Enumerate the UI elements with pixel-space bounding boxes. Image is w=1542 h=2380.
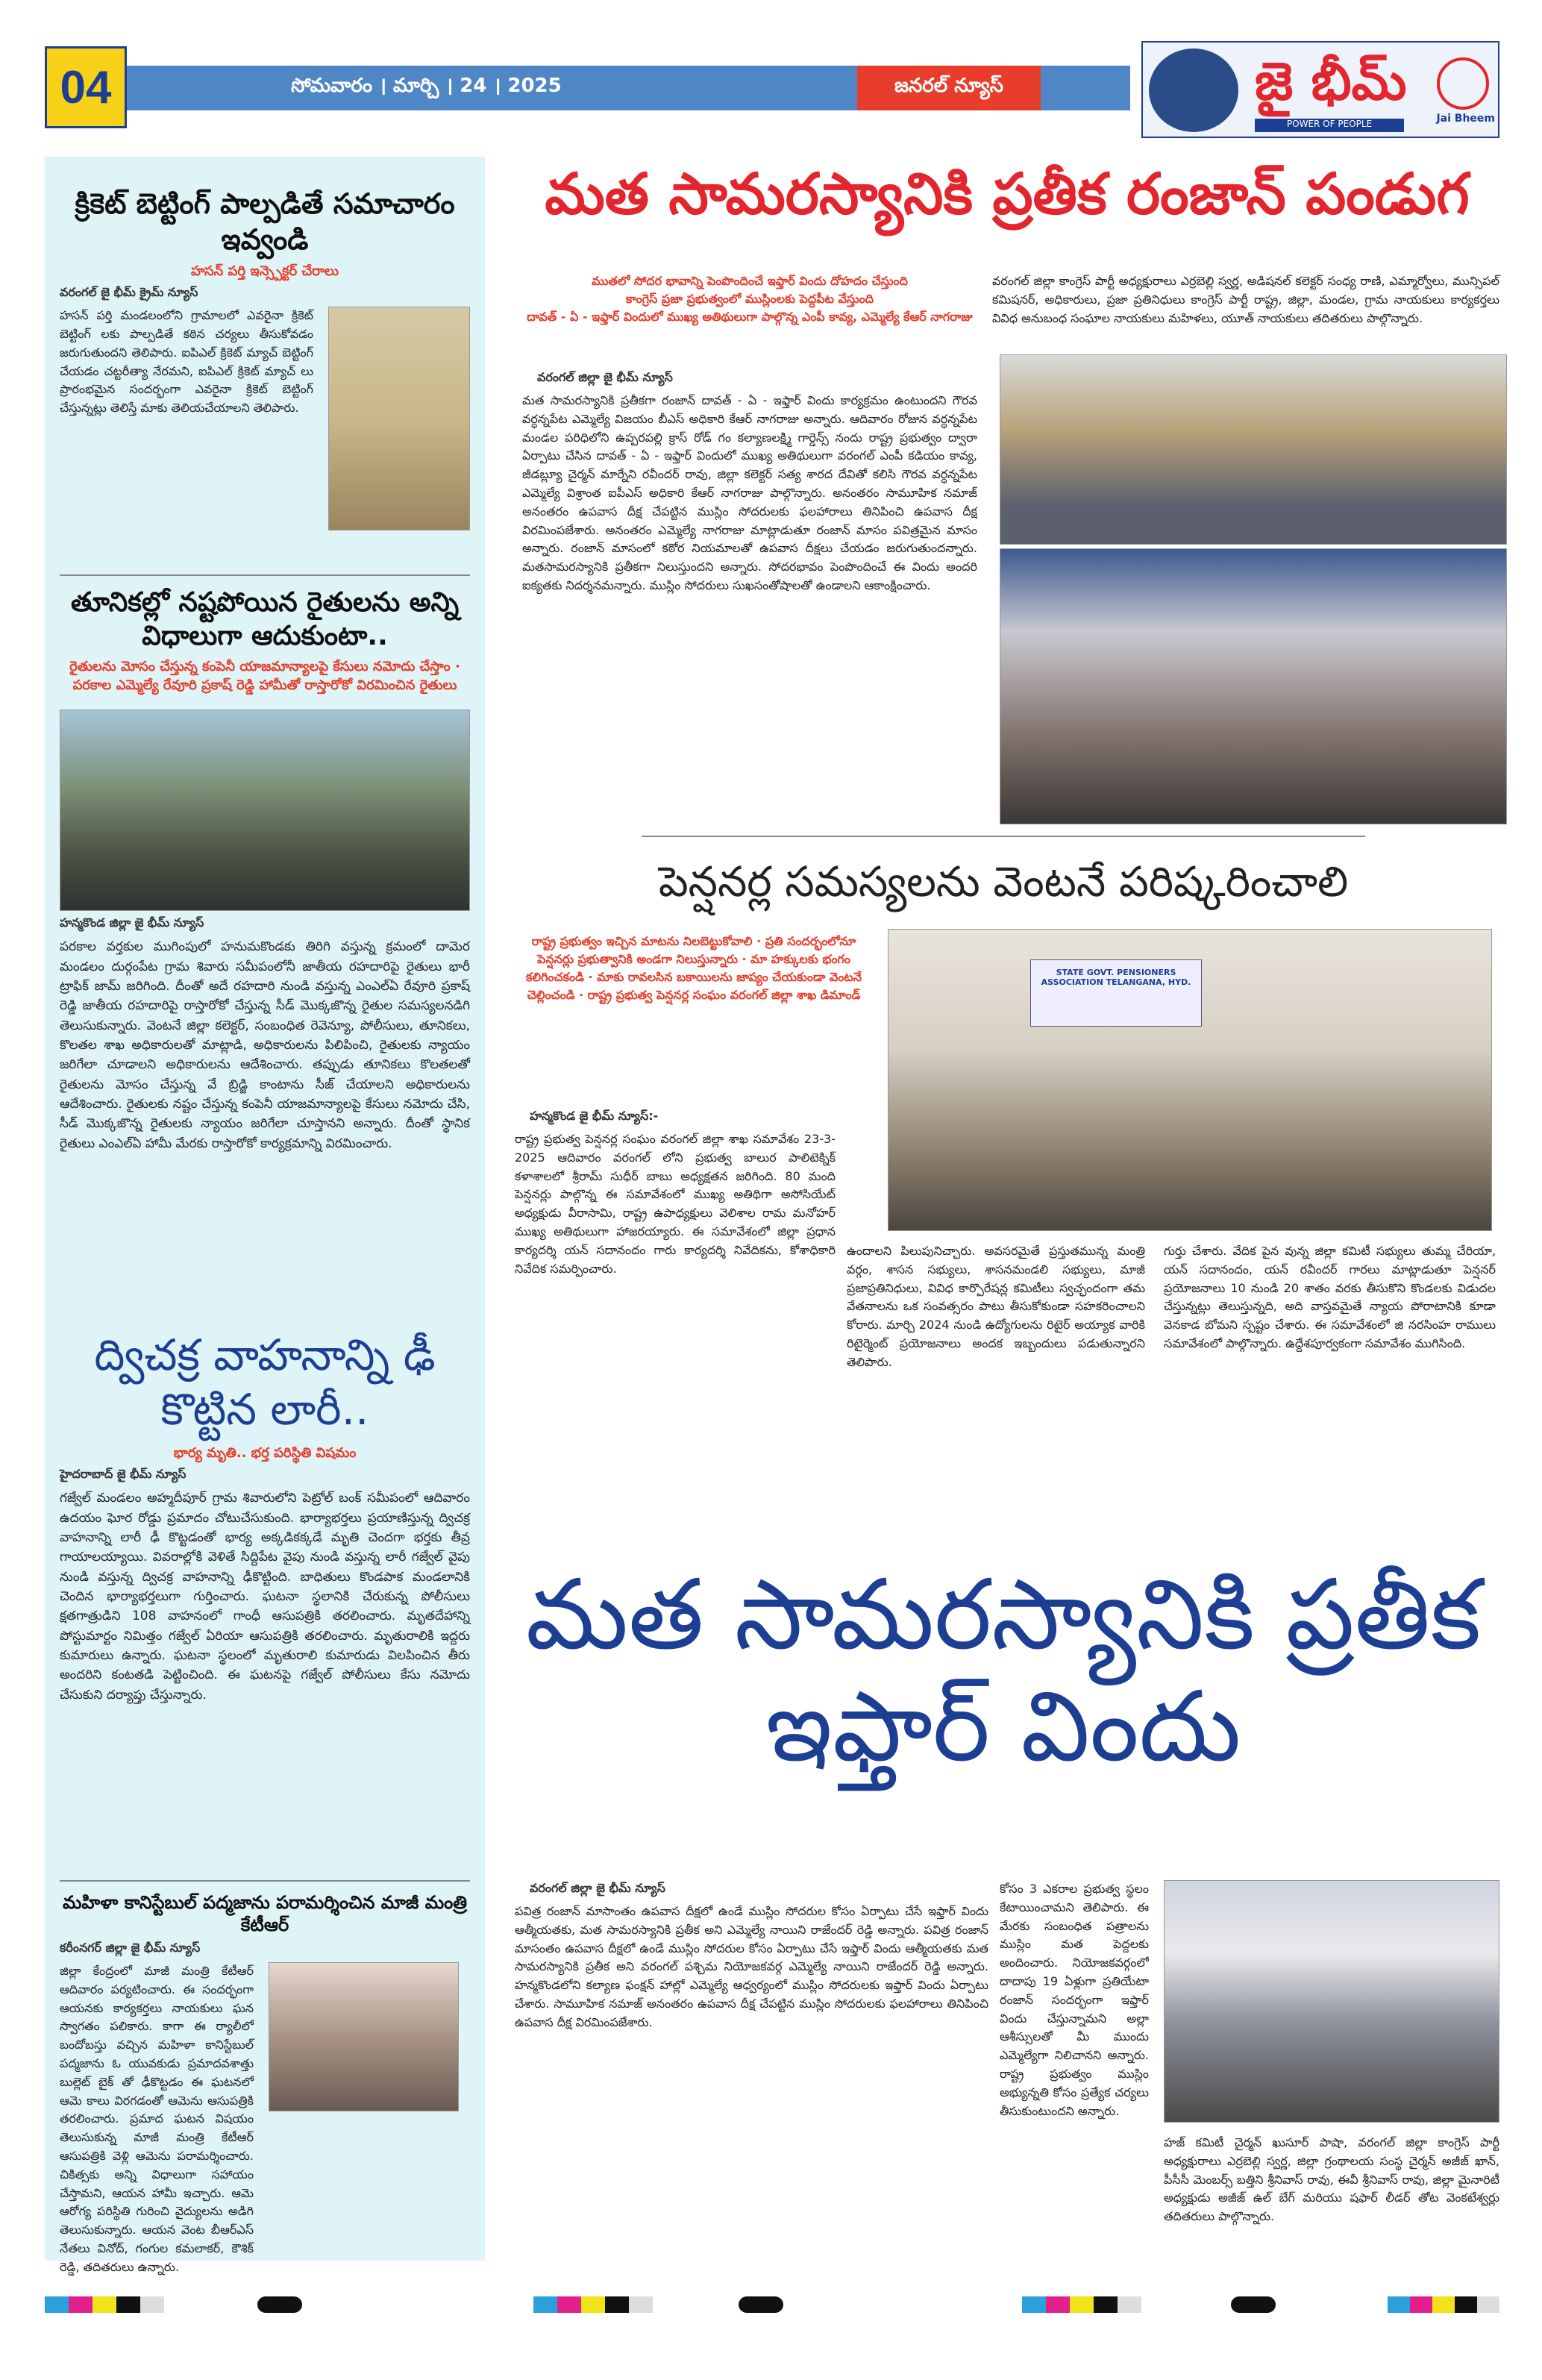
article-title: ద్విచక్ర వాహనాన్ని ఢీ కొట్టిన లారీ.. <box>94 1330 436 1435</box>
article-byline: వరంగల్ జై భీమ్ క్రైమ్ న్యూస్ <box>60 285 198 300</box>
article-title: తూనికల్లో నష్టపోయిన రైతులను అన్ని విధాలుగా ఆదుకుంటా.. <box>70 587 460 651</box>
article-subtitle: భార్య మృతి.. భర్త పరిస్థితి విషమం <box>173 1445 357 1461</box>
ramzan-photo-1 <box>1000 354 1507 545</box>
page-number: 04 <box>45 46 127 128</box>
ramzan-headline: మత సామరస్యానికి ప్రతీక రంజాన్ పండుగ <box>545 160 1470 227</box>
article-body: గజ్వేల్ మండలం అహ్మదీపూర్ గ్రామ శివారులోని పెట్రోల్ బంక్ సమీపంలో ఆదివారం ఉదయం ఘోర రోడ్డు ప్రమాదం చోటుచేసుకుంది. భార్యాభర్తలు ప్రయాణిస్తున్న ద్విచక్ర వాహనాన్ని లారీ ఢీ కొట్టడంతో భార్య అక్కడికక్కడే మృతి చెందగా భర్తకు తీవ్ర గాయాలయ్యాయి. వివరాల్లోకి వెళితే సిద్దిపేట వైపు నుండి వస్తున్న లారీ గజ్వేల్ వైపు నుండి వస్తున్న ద్విచక్ర వాహనాన్ని ఢీకొట్టింది. బాధితులు కొండపాక మండలానికి చెందిన భార్యాభర్తలుగా గుర్తించారు. ఘటనా స్థలానికి చేరుకున్న పోలీసులు క్షతగాత్రుడిని 108 వాహనంలో గాంధీ ఆసుపత్రికి తరలించారు. మృతదేహాన్ని పోస్టుమార్టం నిమిత్తం గజ్వేల్ ఏరియా ఆసుపత్రికి తరలించారు. మృతురాలికి ఇద్దరు కుమారులు ఉన్నారు. ఘటనా స్థలంలో మృతురాలి కుమారుడు విలపించిన తీరు అందరిని కంటతడి పెట్టించింది. ఈ ఘటనపై గజ్వేల్ పోలీసులు కేసు నమోదు చేసుకుని దర్యాప్తు చేస్తున్నారు. <box>60 1491 470 1703</box>
iftar-body-3: హజ్ కమిటీ చైర్మన్ ఖుసూర్ పాషా, వరంగల్ జిల్లా కాంగ్రెస్ పార్టీ అధ్యక్షురాలు ఎర్రబెల్లి స్వర్ణ, జిల్లా గ్రంథాలయ సంస్థ చైర్మన్ అజీజ్ ఖాన్, పీసీసీ మెంబర్స్ బత్తిని శ్రీనివాస్ రావు, ఈవీ శ్రీనివాస్ రావు, జిల్లా మైనారిటీ అధ్యక్షుడు అజీజ్ ఉల్ బేగ్ మరియు షఫార్ లీడర్ తోట వెంకటేశ్వర్లు తదితరులు పాల్గొన్నారు. <box>1164 2135 1499 2224</box>
ramzan-body: మత సామరస్యానికి ప్రతీకగా రంజాన్ దావత్ - ఏ - ఇఫ్తార్ విందు కార్యక్రమం ఉంటుందని గౌరవ వర్ధన్నపేట ఎమ్మెల్యే విజయం బీఎస్ అధికారి కేఆర్ నాగరాజు అన్నారు. ఆదివారం రోజున వర్ధన్నపేట మండల పరిధిలోని ఉప్పరపల్లి క్రాస్ రోడ్ గం కల్యాణలక్ష్మి గార్డెన్స్ నందు రాష్ట్ర ప్రభుత్వం ద్వారా ఏర్పాటు చేసిన దావత్ - ఏ - ఇఫ్తార్ విందులో ముఖ్య అతిథులుగా వరంగల్ ఎంపీ కడియం కావ్య, జీడబ్ల్యూ చైర్మన్ మార్నేని రవీందర్ రావు, జిల్లా కలెక్టర్ సత్య శారద దేవితో కలిసి గౌరవ వర్ధన్నపేట ఎమ్మెల్యే విశ్రాంత ఐపీఎస్ అధికారి కేఆర్ నాగరాజు పాల్గొన్నారు. అనంతరం సామూహిక నమాజ్ అనంతరం ఉపవాస దీక్ష చేపట్టిన ముస్లిం సోదరులకు ఫలహారాలు తినిపించి ఉపవాస దీక్ష విరమింపజేశారు. అనంతరం ఎమ్మెల్యే నాగరాజు మాట్లాడుతూ రంజాన్ మాసం పవిత్రమైన మాసం అన్నారు. రంజాన్ మాసంలో కఠోర నియమాలతో ఉపవాస దీక్షలు చేయడం జరుగుతుందన్నారు. మతసామరస్యానికి ప్రతీకగా నిలుస్తుందని అన్నారు. సోదరభావం పెంపొందించే ఈ విందు అందరి ఐక్యతకు నిదర్శనమన్నారు. ముస్లిం సోదరులు సుఖసంతోషాలతో ఉండాలని ఆకాంక్షించారు. <box>522 393 977 592</box>
iftar-body-2: కోసం 3 ఎకరాల ప్రభుత్వ స్థలం కేటాయించామని తెలిపారు. ఈ మేరకు సంబంధిత పత్రాలను ముస్లిం మత పెద్దలకు అందించారు. నియోజకవర్గంలో దాదాపు 19 ఏళ్లుగా ప్రతియేటా రంజాన్ సందర్భంగా ఇఫ్తార్ విందు చేస్తున్నామని అల్లా ఆశీస్సులతో మీ ముందు ఎమ్మెల్యేగా నిలిచానని అన్నారు. రాష్ట్ర ప్రభుత్వం ముస్లిం అభ్యున్నతి కోసం ప్రత్యేక చర్యలు తీసుకుంటుందని అన్నారు. <box>1000 1882 1149 2118</box>
iftar-headline: మత సామరస్యానికి ప్రతీక ఇఫ్తార్ విందు <box>525 1558 1482 1783</box>
masthead <box>1141 41 1499 138</box>
ramzan-photo-2 <box>1000 548 1507 824</box>
iftar-byline: వరంగల్ జిల్లా జై భీమ్ న్యూస్ <box>530 1881 665 1895</box>
pensioners-body-3: గుర్తు చేశారు. వేదిక పైన వున్న జిల్లా కమిటీ సభ్యులు తుమ్మ చేరియా, యన్ సదానందం, యన్ రవీందర్ గారలు మాట్లాడుతూ పెన్షనర్ ప్రయోజనాలు 10 నుండి 20 శాతం వరకు తీసుకొని కొండలకు విడుదల చేస్తున్నట్లు తెలుస్తున్నది, అది వాస్తవమైతే న్యాయ పోరాటానికి కూడా వెనకాడ బోమని స్పష్టం చేశారు. ఈ సమావేశంలో జి నరసింహ రాములు సమావేశంలో పాల్గొన్నారు. ఉద్దేశపూర్వకంగా సమావేశం ముగిసింది. <box>1164 1244 1496 1350</box>
registration-mark <box>1022 2296 1141 2313</box>
ramzan-byline: వరంగల్ జిల్లా జై భీమ్ న్యూస్ <box>537 370 673 384</box>
article-subtitle: రైతులను మోసం చేస్తున్న కంపెనీ యాజమాన్యాలపై కేసులు నమోదు చేస్తాం · పరకాల ఎమ్మెల్యే రేవూరి ప్రకాష్ రెడ్డి హామీతో రాస్తారోకో విరమించిన రైతులు <box>69 659 460 694</box>
article-title: క్రికెట్ బెట్టింగ్ పాల్పడితే సమాచారం ఇవ్వండి <box>75 187 455 256</box>
ramzan-body-2: వరంగల్ జిల్లా కాంగ్రెస్ పార్టీ అధ్యక్షురాలు ఎర్రబెల్లి స్వర్ణ, అడిషనల్ కలెక్టర్ సంధ్య రాణి, ఎమ్మార్వోలు, మున్సిపల్ కమిషనర్, అధికారులు, ప్రజా ప్రతినిధులు కాంగ్రెస్ పార్టీ రాష్ట్ర, జిల్లా, మండల, గ్రామ నాయకులు కార్యకర్తలు వివిధ అనుబంధ సంఘాల నాయకులు మహిళలు, యూత్ నాయకులు తదితరులు పాల్గొన్నారు. <box>992 274 1499 325</box>
registration-mark <box>1388 2296 1499 2313</box>
article-accident <box>45 1328 485 1705</box>
registration-mark <box>1231 2296 1276 2313</box>
registration-mark <box>739 2296 783 2313</box>
header-bar <box>127 66 1130 110</box>
masthead-portrait <box>1149 48 1238 132</box>
article-byline: హన్మకొండ జిల్లా జై భీమ్ న్యూస్ <box>60 915 204 930</box>
farmers-photo <box>60 710 470 911</box>
registration-mark <box>257 2296 302 2313</box>
ktr-photo <box>269 1962 459 2111</box>
registration-mark <box>45 2296 164 2313</box>
left-column <box>45 157 485 2274</box>
article-farmers <box>45 586 485 1153</box>
iftar-photo <box>1164 1880 1499 2123</box>
article-byline: కరీంనగర్ జిల్లా జై భీమ్ న్యూస్ <box>60 1941 201 1955</box>
pensioners-body-1: రాష్ట్ర ప్రభుత్వ పెన్షనర్ల సంఘం వరంగల్ జిల్లా శాఖ సమావేశం 23-3-2025 ఆదివారం వరంగల్ లోని ప్రభుత్వ బాలుర పాలిటెక్నిక్ కళాశాలలో శ్రీరామ్ సుధీర్ బాబు అధ్యక్షతన జరిగింది. 80 మంది పెన్షనర్లు పాల్గొన్న ఈ సమావేశంలో ముఖ్య అతిథిగా అసోసియేట్ అధ్యక్షుడు వీరాసామి, రాష్ట్ర ఉపాధ్యక్షులు వెలిశాల రామ మనోహర్ ముఖ్య అతిథులుగా హాజరయ్యారు. ఈ సమావేశంలో జిల్లా ప్రధాన కార్యదర్శి యన్ సదానందం గారు కార్యదర్శి నివేదికను, కోశాధికారి నివేదిక సమర్పించారు. <box>515 1132 836 1276</box>
article-subtitle: హసన్ పర్తి ఇన్స్పెక్టర్ చేరాలు <box>190 263 339 279</box>
pensioners-subheads: రాష్ట్ర ప్రభుత్వం ఇచ్చిన మాటను నిలబెట్టుకోవాలి · ప్రతి సందర్భంలోనూ పెన్షనర్లు ప్రభుత్వానికి అండగా నిలుస్తున్నారు · మా హక్కులకు భంగం కలిగించకండి · మాకు రావలసిన బకాయిలను జాప్యం చేయకుండా వెంటనే చెల్లించండి · రాష్ట్ర ప్రభుత్వ పెన్షనర్ల సంఘం వరంగల్ జిల్లా శాఖ డిమాండ్ <box>525 934 862 1002</box>
logo-text: Jai Bheem <box>1436 113 1495 125</box>
pensioners-headline: పెన్షనర్ల సమస్యలను వెంటనే పరిష్కరించాలి <box>658 858 1349 906</box>
masthead-tagline: POWER OF PEOPLE <box>1255 119 1404 132</box>
masthead-title: జై భీమ్ <box>1255 50 1407 112</box>
article-body: హసన్ పర్తి మండలంలోని గ్రామాలలో ఎవరైనా క్రికెట్ బెట్టింగ్ లకు పాల్పడితే కఠిన చర్యలు తీసుకోవడం జరుగుతుందని తెలిపారు. ఐపిఎల్ క్రికెట్ మ్యాచ్ బెట్టింగ్ చేయడం చట్టరీత్యా నేరమని, ఐపిఎల్ క్రికెట్ మ్యాచ్ లు ప్రారంభమైన సందర్భంగా ఎవరైనా క్రికెట్ బెట్టింగ్ చేస్తున్నట్లు తెలిస్తే మాకు తెలియచేయాలని తెలిపారు. <box>60 308 313 416</box>
pensioners-body-2: ఉందాలని పిలుపునిచ్చారు. అవసరమైతే ప్రస్తుతమున్న మంత్రి వర్గం, శాసన సభ్యులు, శాసనమండలి సభ్యులు, మాజీ ప్రజాప్రతినిధులు, వివిధ కార్పొరేషన్ల కమిటీలు స్వచ్ఛందంగా తమ వేతనాలను ఒక సంవత్సరం పాటు తీసుకోకుండా సహకరించాలని కోరారు. మార్చి 2024 నుండి ఉద్యోగులను రిటైర్ అయ్యాక వారికి రిటైర్మెంట్ ప్రయోజనాలు అందక ఇబ్బందులు పడుతున్నారని తెలిపారు. <box>847 1244 1145 1369</box>
page-header <box>45 46 1130 128</box>
registration-mark <box>533 2296 653 2313</box>
article-title: మహిళా కానిస్టేబుల్ పద్మజాను పరామర్శించిన మాజీ మంత్రి కేటీఆర్ <box>62 1892 468 1935</box>
issue-date: సోమవారం । మార్చి । 24 । 2025 <box>291 75 562 97</box>
article-body: జిల్లా కేంద్రంలో మాజీ మంత్రి కేటీఆర్ ఆదివారం పర్యటించారు. ఈ సందర్భంగా ఆయనకు కార్యకర్తలు నాయకులు ఘన స్వాగతం పలికారు. కాగా ఈ ర్యాలీలో బందోబస్తు వచ్చిన మహిళా కానిస్టేబుల్ పద్మజాను ఓ యువకుడు ప్రమాదవశాత్తు బుల్లెట్ బైక్ తో ఢీకొట్టడం ఈ ఘటనలో ఆమె కాలు విరగడంతో ఆమెను ఆసుపత్రికి తరలించారు. ప్రమాద ఘటన విషయం తెలుసుకున్న మాజీ మంత్రి కేటీఆర్ ఆసుపత్రికి వెళ్లి ఆమెను పరామర్శించారు. చికిత్సకు అన్ని విధాలుగా సహాయం చేస్తామని, ఆయన హామీ ఇచ్చారు. ఆమె ఆరోగ్య పరిస్థితి గురించి వైద్యులను అడిగి తెలుసుకున్నారు. ఆయన వెంట బీఆర్ఎస్ నేతలు వినోద్, గంగుల కమలాకర్, కౌశిక్ రెడ్డి, తదితరులు ఉన్నారు. <box>60 1964 254 2274</box>
inspector-photo <box>328 307 470 530</box>
ramzan-subheads: ముతలో సోదర భావాన్ని పెంపొందించే ఇఫ్తార్ విందు దోహదం చేస్తుంది కాంగ్రెస్ ప్రజా ప్రభుత్వంలో ముస్లింలకు పెద్దపీట వేస్తుంది దావత్ - ఏ - ఇఫ్తార్ విందులో ముఖ్య అతిథులుగా పాల్గొన్న ఎంపీ కావ్య, ఎమ్మెల్యే కేఆర్ నాగరాజు <box>527 274 973 324</box>
pensioners-photo <box>888 929 1492 1231</box>
article-cricket <box>45 187 485 530</box>
article-ktr <box>45 1891 485 2277</box>
article-byline: హైదరాబాద్ జై భీమ్ న్యూస్ <box>60 1467 187 1482</box>
article-body: పరకాల వర్తకుల ముగింపులో హనుమకొండకు తిరిగి వస్తున్న క్రమంలో దామెర మండలం దుర్గంపేట గ్రామ శివారు సమీపంలోనీ జాతీయ రహదారిపై రైతులు భారీ ట్రాఫిక్ జామ్ జరిగింది. దీంతో అదే రహదారి నుండి వస్తున్న ఎంఎల్ఏ రేవూరి ప్రకాష్ రెడ్డి జాతీయ రహదారిపై రాస్తారోకో చేస్తున్న సీడ్ మొక్కజొన్న రైతుల సమస్యలనడిగి తెలుసుకున్నారు. వెంటనే జిల్లా కలెక్టర్, సంబంధిత రెవెన్యూ, పోలీసులు, తూనికలు, కొలతల శాఖ అధికారులతో మాట్లాడి, అధికారులను పిలిపించి, రైతులకు న్యాయం జరిగేలా చూడాలని అధికారులను ఆదేశించారు. తప్పుడు తూనికలు కొలతలతో రైతులను మోసం చేస్తున్న వే బ్రిడ్జి కాంటాను సీజ్ చేయాలని అధికారులను ఆదేశించారు. రైతులకు నష్టం చేస్తున్న కంపెనీ యాజమాన్యాలపై కేసులు నమోదు చేసి, సీడ్ మొక్కజొన్న రైతులకు న్యాయం జరిగేలా చూస్తానని అన్నారు. దీంతో స్థానిక రైతులు ఎంఎల్ఏ హామీ మేరకు రాస్తారోకో కార్యక్రమాన్ని విరమించారు. <box>60 939 470 1151</box>
pensioners-byline: హన్మకొండ జై భీమ్ న్యూస్:- <box>530 1109 659 1123</box>
iftar-body-1: పవిత్ర రంజాన్ మాసాంతం ఉపవాస దీక్షలో ఉండే ముస్లిం సోదరుల కోసం ఏర్పాటు చేసే ఇఫ్తార్ విందు ఆత్మీయతకు, మత సామరస్యానికి ప్రతీక అని ఎమ్మెల్యే నాయిని రాజేందర్ రెడ్డి అన్నారు. పవిత్ర రంజాన్ మాసంతం ఉపవాస దీక్షలో ఉండే ముస్లిం సోదరుల కోసం ఏర్పాటు చేసే ఇఫ్తార్ విందు ఆత్మీయతకు మత సామరస్యానికి ప్రతీక అని వరంగల్ పశ్చిమ నియోజకవర్గ ఎమ్మెల్యే నాయిని రాజేందర్ రెడ్డి అన్నారు. హన్మకొండలోని కల్యాణ ఫంక్షన్ హాల్లో ఎమ్మెల్యే ఆధ్వర్యంలో ముస్లిం సోదరులకు ఇఫ్తార్ విందు ఏర్పాటు చేశారు. సామూహిక నమాజ్ అనంతరం ఉపవాస దీక్ష చేపట్టిన ముస్లిం సోదరులకు ఫలహారాలు తినిపించి ఉపవాస దీక్ష విరమింపజేశారు. <box>515 1904 988 2029</box>
section-label: జనరల్ న్యూస్ <box>857 66 1041 110</box>
pensioners-banner: STATE GOVT. PENSIONERS ASSOCIATION TELANGANA, HYD. <box>1030 959 1202 1027</box>
masthead-logo-icon <box>1437 57 1489 110</box>
